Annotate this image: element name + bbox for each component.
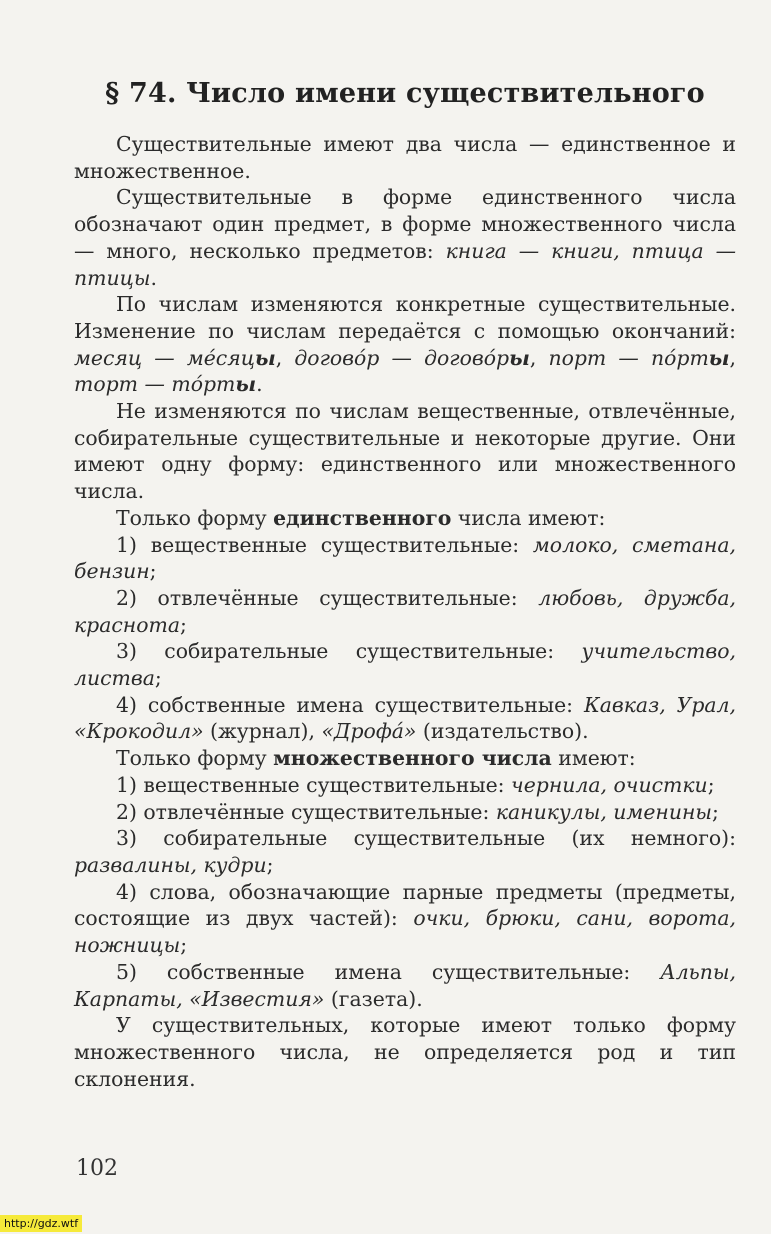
text-run: 3) собирательные существительные (их немного): (116, 826, 736, 851)
paragraph (74, 772, 736, 799)
text-run: Не изменяются по числам вещественные, отвлечённые, собирательные существительные и некоторые другие. Они имеют одну форму: единственного или множественного числа. (74, 399, 736, 504)
text-run: ; (707, 772, 715, 797)
paragraph (74, 799, 736, 826)
emphasis-text: Альпы, Карпаты, «Известия» (74, 959, 736, 1011)
text-run: 4) слова, обозначающие парные предметы (предметы, состоящие из двух частей): (74, 879, 736, 931)
text-run: Только форму (116, 505, 274, 530)
text-run: 4) собственные имена существительные: (116, 692, 584, 717)
text-run: Существительные в форме единственного числа обозначают один предмет, в форме множественного числа — много, несколько предметов: (74, 185, 736, 263)
emphasis-text: ы (708, 345, 730, 370)
emphasis-text: очки, брюки, сани, ворота, ножницы (74, 906, 736, 958)
watermark-link[interactable]: http://gdz.wtf (0, 1215, 82, 1232)
text-run: 1) вещественные существительные: (116, 532, 533, 557)
text-run: . (256, 372, 263, 397)
paragraph (74, 505, 736, 532)
emphasis-text: множественного числа (273, 746, 552, 771)
body-text (74, 131, 736, 1092)
paragraph (74, 184, 736, 291)
text-run: 2) отвлечённые существительные: (116, 585, 539, 610)
emphasis-text: единственного (273, 505, 452, 530)
paragraph (74, 638, 736, 691)
emphasis-text: учительство, листва (74, 639, 736, 691)
text-run: Существительные имеют два числа — единственное и множественное. (74, 132, 736, 183)
emphasis-text: «Дрофа́» (321, 719, 417, 744)
text-run: числа имеют: (451, 505, 606, 530)
text-run: имеют: (551, 746, 636, 771)
text-run: 3) собирательные существительные: (116, 639, 582, 664)
text-run: , (275, 345, 295, 370)
text-run: 2) отвлечённые существительные: (116, 799, 496, 824)
emphasis-text: догово́р — догово́р (294, 345, 510, 370)
emphasis-text: ы (509, 345, 530, 370)
paragraph (74, 825, 736, 878)
paragraph (74, 879, 736, 959)
emphasis-text: порт — по́рт (548, 345, 709, 370)
text-run: ; (266, 852, 274, 877)
paragraph (74, 532, 736, 585)
text-run: ; (712, 799, 719, 824)
text-run: , (729, 345, 737, 370)
section-title: § 74. Число имени существительного (105, 78, 705, 109)
paragraph (74, 959, 736, 1012)
emphasis-text: Кавказ, Урал, «Крокодил» (74, 692, 737, 744)
text-run: (журнал), (203, 719, 322, 744)
paragraph (74, 585, 736, 638)
text-run: ; (149, 559, 157, 584)
paragraph (74, 131, 736, 184)
emphasis-text: ы (235, 372, 257, 397)
emphasis-text: любовь, дружба, краснота (74, 585, 737, 637)
text-run: У существительных, которые имеют только форму множественного числа, не определяется род и тип склонения. (74, 1013, 736, 1091)
text-run: ; (180, 612, 187, 637)
emphasis-text: ы (254, 345, 276, 370)
text-run: . (150, 265, 157, 290)
text-run: , (529, 345, 549, 370)
emphasis-text: торт — то́рт (74, 372, 236, 397)
page-number: 102 (76, 1156, 118, 1181)
paragraph (74, 745, 736, 772)
text-run: ; (180, 933, 188, 958)
text-run: (газета). (324, 986, 423, 1011)
emphasis-text: месяц — ме́сяц (74, 345, 255, 370)
text-run: ; (154, 666, 162, 691)
page-content (74, 78, 736, 1092)
emphasis-text: развалины, кудри (74, 852, 267, 877)
paragraph (74, 291, 736, 398)
text-run: (издательство). (416, 719, 589, 744)
text-run: 5) собственные имена существительные: (116, 959, 661, 984)
paragraph (74, 1012, 736, 1092)
text-run: По числам изменяются конкретные существительные. Изменение по числам передаётся с помощью окончаний: (74, 292, 736, 343)
text-run: 1) вещественные существительные: (116, 772, 512, 797)
emphasis-text: книга — книги, птица — птицы (74, 238, 736, 290)
paragraph (74, 398, 736, 505)
paragraph (74, 692, 736, 745)
emphasis-text: молоко, сметана, бензин (74, 532, 737, 584)
text-run: Только форму (116, 746, 274, 771)
emphasis-text: чернила, очистки (511, 772, 708, 797)
emphasis-text: каникулы, именины (495, 799, 712, 824)
